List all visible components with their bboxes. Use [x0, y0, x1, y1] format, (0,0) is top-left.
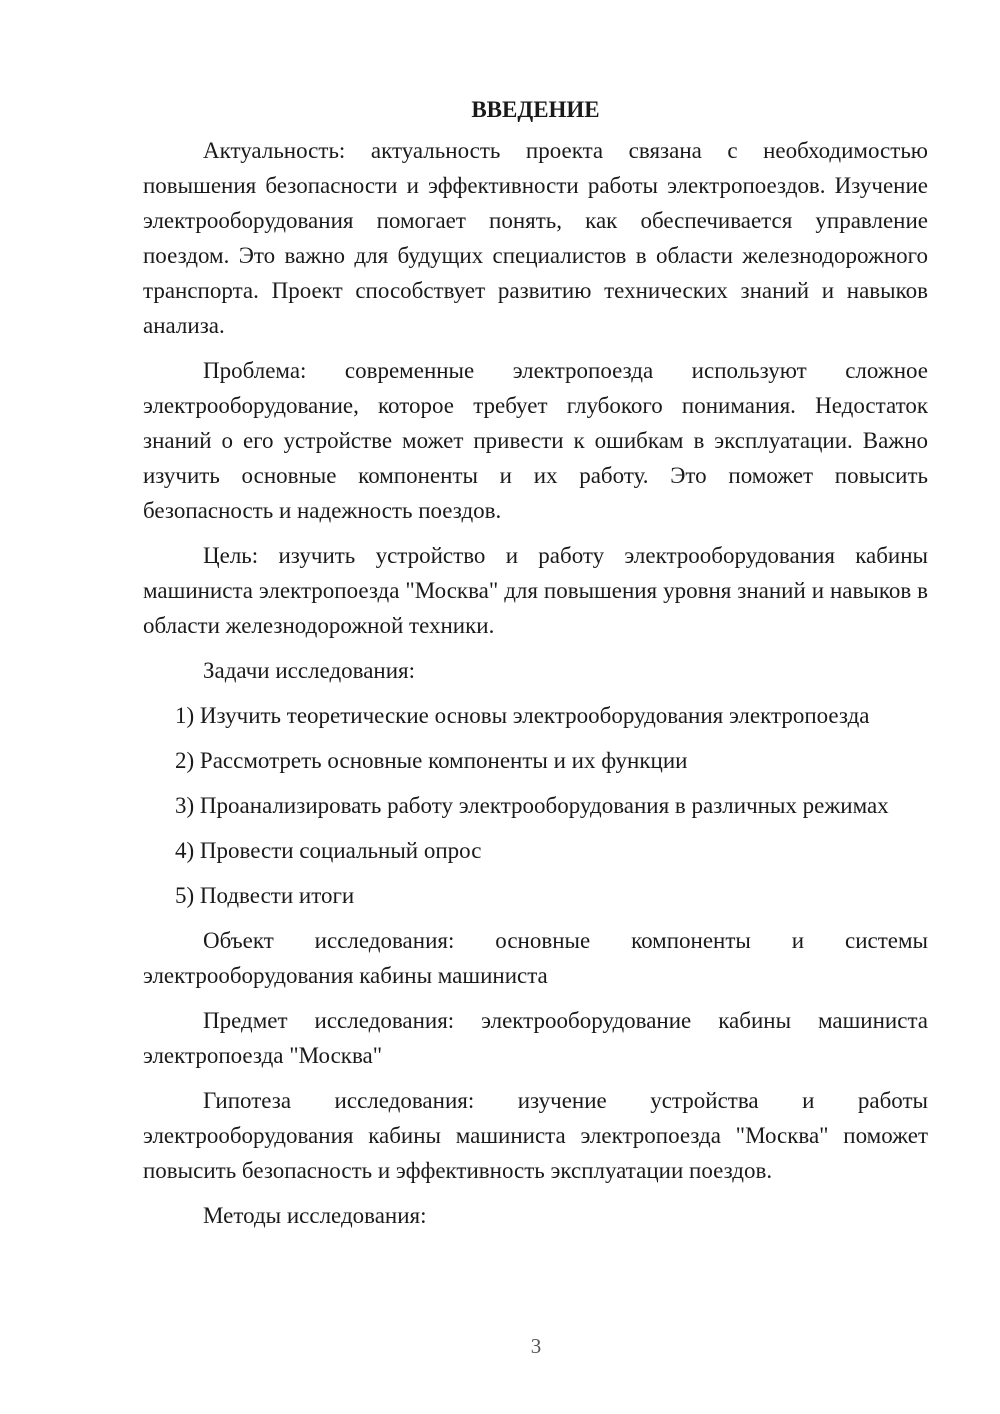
task-item-2: 2) Рассмотреть основные компоненты и их функции — [175, 748, 688, 773]
task-item-3: 3) Проанализировать работу электрооборудования в различных режимах — [175, 793, 889, 818]
problem-paragraph: Проблема: современные электропоезда используют сложное электрооборудование, которое требует глубокого понимания. Недостаток знаний о его устройстве может привести к ошибкам в эксплуатации. Важно изучить основные компоненты и их работу. Это поможет повысить безопасность и надежность поездов. — [143, 358, 928, 523]
page-number: 3 — [530, 1334, 542, 1358]
hypothesis-paragraph: Гипотеза исследования: изучение устройства и работы электрооборудования кабины машиниста электропоезда "Москва" поможет повысить безопасность и эффективность эксплуатации поездов. — [143, 1088, 928, 1183]
subject-paragraph: Предмет исследования: электрооборудование кабины машиниста электропоезда "Москва" — [143, 1008, 928, 1068]
task-item-1: 1) Изучить теоретические основы электрооборудования электропоезда — [175, 703, 870, 728]
page-content — [143, 92, 928, 1243]
object-paragraph: Объект исследования: основные компоненты и системы электрооборудования кабины машиниста — [143, 928, 928, 988]
task-item-4: 4) Провести социальный опрос — [175, 838, 482, 863]
relevance-paragraph: Актуальность: актуальность проекта связана с необходимостью повышения безопасности и эффективности работы электропоездов. Изучение электрооборудования помогает понять, как обеспечивается управление поездом. Это важно для будущих специалистов в области железнодорожного транспорта. Проект способствует развитию технических знаний и навыков анализа. — [143, 138, 928, 338]
task-item-5: 5) Подвести итоги — [175, 883, 355, 908]
goal-paragraph: Цель: изучить устройство и работу электрооборудования кабины машиниста электропоезда "Москва" для повышения уровня знаний и навыков в области железнодорожной техники. — [143, 543, 928, 638]
methods-heading: Методы исследования: — [203, 1203, 427, 1228]
tasks-heading: Задачи исследования: — [203, 658, 416, 683]
section-title: ВВЕДЕНИЕ — [471, 97, 600, 122]
